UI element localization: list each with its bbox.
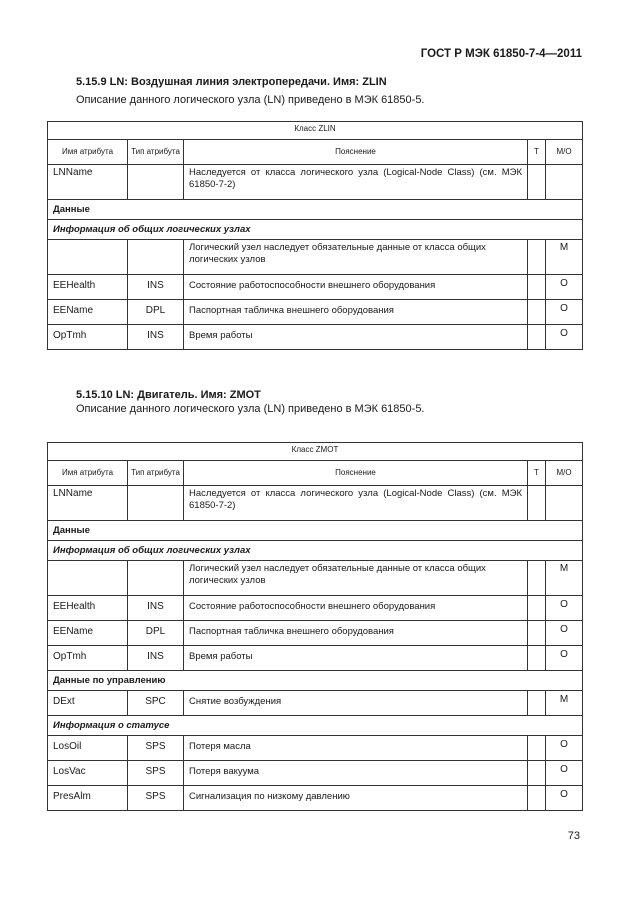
attr-explanation: Состояние работоспособности внешнего оборудования [184,596,528,621]
col-header-type: Тип атрибута [128,140,184,165]
attr-type: INS [128,275,184,300]
group-row [48,220,583,240]
attr-explanation: Время работы [184,646,528,671]
attr-type: DPL [128,621,184,646]
attr-explanation: Потеря вакуума [184,761,528,786]
attr-mo: O [546,786,583,811]
attr-t [528,621,546,646]
table-row [48,300,583,325]
table-row [48,561,583,596]
section-description-zlin: Описание данного логического узла (LN) приведено в МЭК 61850-5. [76,94,425,106]
attr-explanation: Снятие возбуждения [184,691,528,716]
section-description-zmot: Описание данного логического узла (LN) приведено в МЭК 61850-5. [76,403,425,415]
attr-t [528,300,546,325]
attr-type: DPL [128,300,184,325]
data-label: Данные [48,521,583,541]
attr-name: OpTmh [48,646,128,671]
table-row [48,761,583,786]
header-row [48,140,583,165]
group-label: Информация об общих логических узлах [48,541,583,561]
attr-type [128,165,184,200]
attr-t [528,736,546,761]
attr-name: PresAlm [48,786,128,811]
table-row [48,786,583,811]
attr-t [528,275,546,300]
group-row [48,716,583,736]
attr-explanation: Потеря масла [184,736,528,761]
attr-mo: M [546,561,583,596]
data-label-row [48,200,583,220]
page-number: 73 [567,830,580,842]
attr-explanation: Наследуется от класса логического узла (Logical-Node Class) (см. МЭК 61850-7-2) [184,486,528,521]
attr-mo: O [546,275,583,300]
table-row [48,646,583,671]
attr-mo: M [546,240,583,275]
attr-name: EEHealth [48,275,128,300]
attr-mo [546,486,583,521]
attr-name: EEHealth [48,596,128,621]
section-title-zlin: 5.15.9 LN: Воздушная линия электропередачи. Имя: ZLIN [76,76,387,88]
standard-header: ГОСТ Р МЭК 61850-7-4—2011 [420,48,582,60]
attr-mo: O [546,736,583,761]
attr-mo: O [546,300,583,325]
attr-type: INS [128,325,184,350]
col-header-explanation: Пояснение [184,461,528,486]
attr-mo: O [546,646,583,671]
attr-t [528,646,546,671]
attr-type: SPS [128,786,184,811]
attr-type: SPC [128,691,184,716]
ln-table-zmot [47,442,583,811]
class-label: Класс ZMOT [48,443,583,461]
table-row [48,621,583,646]
attr-explanation: Время работы [184,325,528,350]
attr-mo [546,165,583,200]
attr-explanation: Наследуется от класса логического узла (Logical-Node Class) (см. МЭК 61850-7-2) [184,165,528,200]
table-row [48,736,583,761]
col-header-explanation: Пояснение [184,140,528,165]
attr-type: INS [128,596,184,621]
attr-name: EEName [48,300,128,325]
attr-name: LosOil [48,736,128,761]
attr-name: LNName [48,165,128,200]
col-header-mo: М/О [546,461,583,486]
attr-mo: O [546,761,583,786]
col-header-t: Т [528,461,546,486]
section-title-zmot: 5.15.10 LN: Двигатель. Имя: ZMOT [76,389,261,401]
attr-t [528,240,546,275]
attr-explanation: Логический узел наследует обязательные данные от класса общих логических узлов [184,240,528,275]
attr-name: EEName [48,621,128,646]
attr-explanation: Сигнализация по низкому давлению [184,786,528,811]
col-header-t: Т [528,140,546,165]
attr-name: OpTmh [48,325,128,350]
attr-explanation: Состояние работоспособности внешнего оборудования [184,275,528,300]
attr-name: DExt [48,691,128,716]
table-row [48,325,583,350]
table-row [48,240,583,275]
table-row-lnname [48,486,583,521]
group-label: Информация о статусе [48,716,583,736]
attr-type [128,561,184,596]
attr-mo: M [546,691,583,716]
group-row [48,671,583,691]
attr-t [528,165,546,200]
table-row [48,596,583,621]
attr-t [528,325,546,350]
col-header-mo: М/О [546,140,583,165]
attr-t [528,786,546,811]
header-row [48,461,583,486]
attr-name [48,240,128,275]
attr-explanation: Логический узел наследует обязательные данные от класса общих логических узлов [184,561,528,596]
attr-name [48,561,128,596]
class-row [48,443,583,461]
ln-table-zlin [47,121,583,350]
data-label-row [48,521,583,541]
col-header-type: Тип атрибута [128,461,184,486]
attr-t [528,761,546,786]
attr-explanation: Паспортная табличка внешнего оборудования [184,300,528,325]
table-row-lnname [48,165,583,200]
attr-t [528,561,546,596]
data-label: Данные [48,200,583,220]
attr-type [128,240,184,275]
table-row [48,275,583,300]
attr-type: INS [128,646,184,671]
attr-name: LNName [48,486,128,521]
group-label: Информация об общих логических узлах [48,220,583,240]
attr-explanation: Паспортная табличка внешнего оборудования [184,621,528,646]
attr-type: SPS [128,761,184,786]
group-label: Данные по управлению [48,671,583,691]
attr-mo: O [546,596,583,621]
attr-t [528,486,546,521]
class-label: Класс ZLIN [48,122,583,140]
col-header-name: Имя атрибута [48,461,128,486]
attr-mo: O [546,325,583,350]
attr-t [528,691,546,716]
group-row [48,541,583,561]
attr-type: SPS [128,736,184,761]
class-row [48,122,583,140]
attr-type [128,486,184,521]
col-header-name: Имя атрибута [48,140,128,165]
attr-t [528,596,546,621]
attr-name: LosVac [48,761,128,786]
table-row [48,691,583,716]
attr-mo: O [546,621,583,646]
